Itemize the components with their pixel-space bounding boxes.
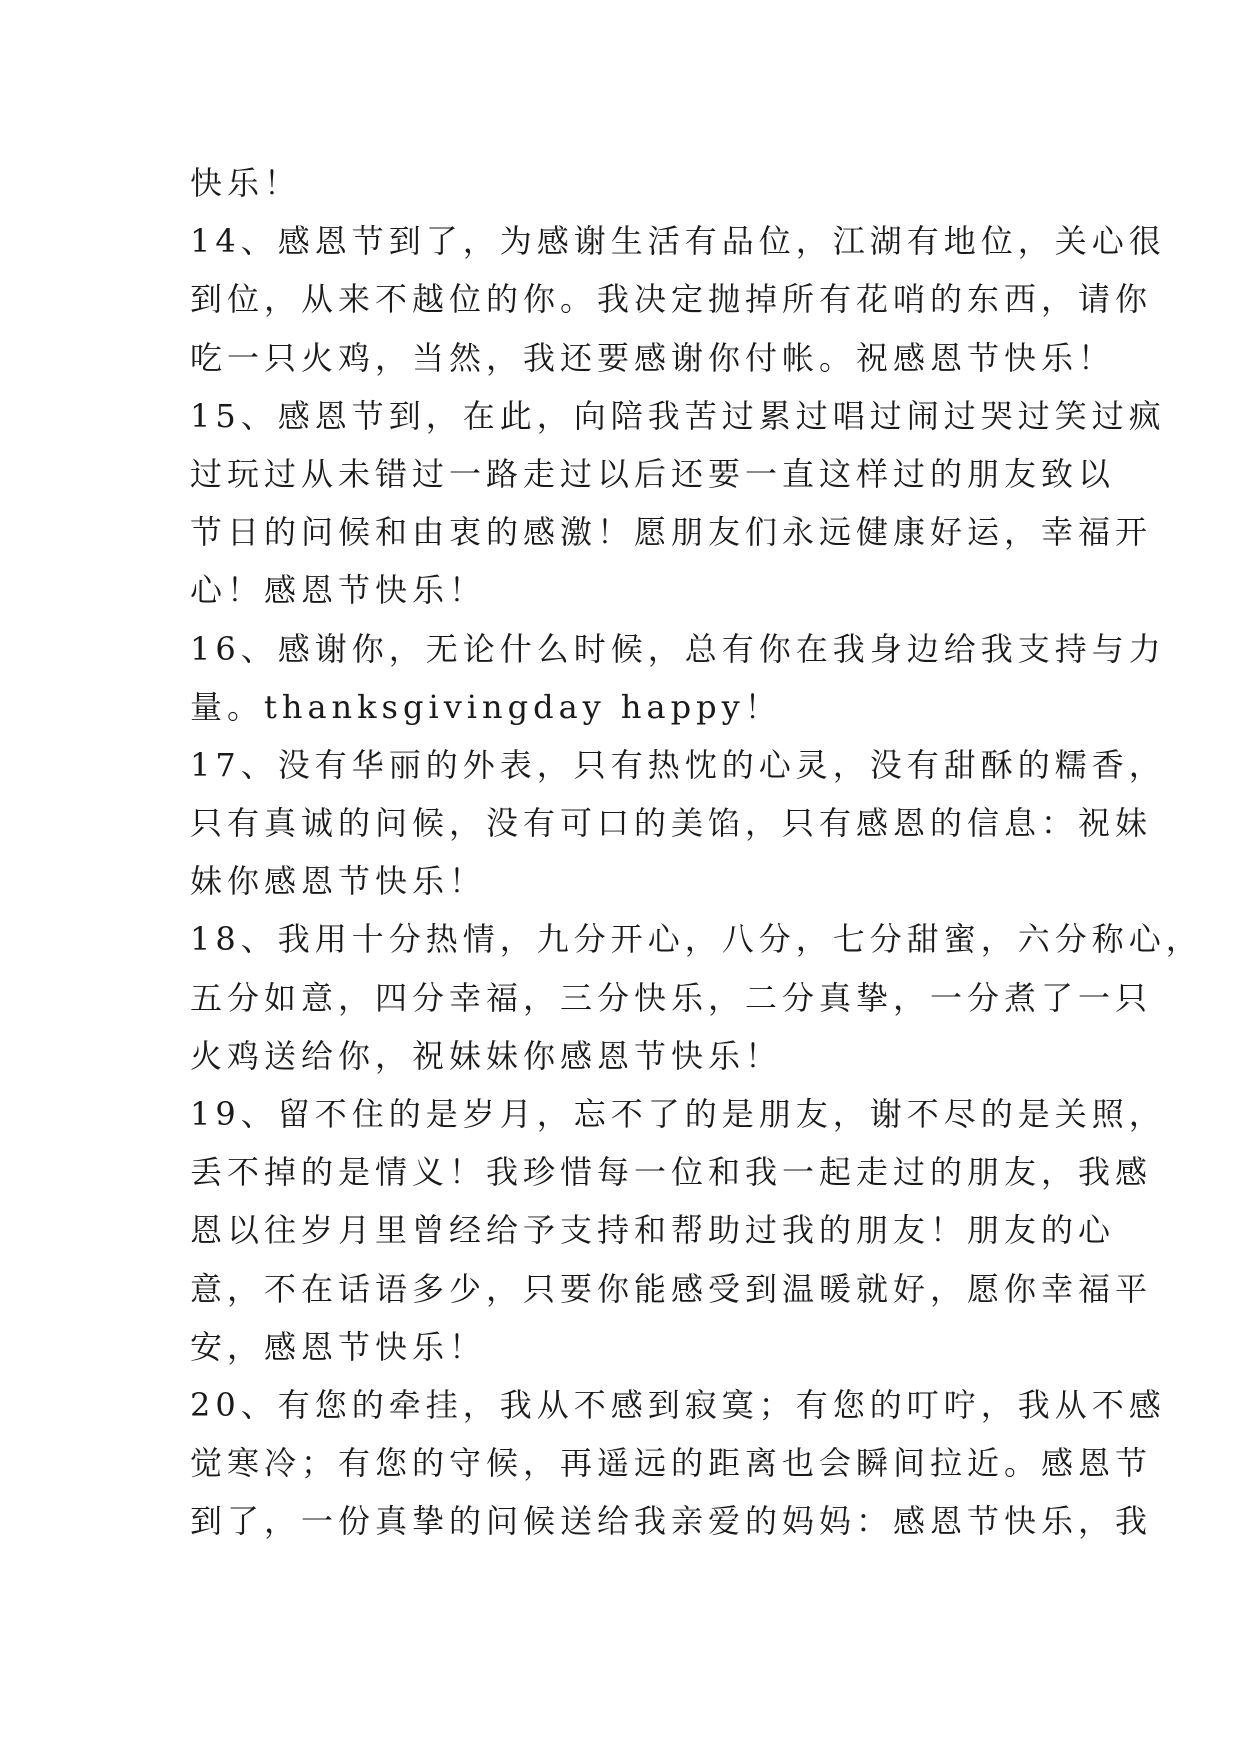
text-line: 到位，从来不越位的你。我决定抛掉所有花哨的东西，请你: [190, 280, 1153, 319]
text-line: 觉寒冷；有您的守候，再遥远的距离也会瞬间拉近。感恩节: [190, 1444, 1153, 1483]
text-line: 意，不在话语多少，只要你能感受到温暖就好，愿你幸福平: [190, 1269, 1153, 1308]
text-line: 17、没有华丽的外表，只有热忱的心灵，没有甜酥的糯香，: [190, 745, 1166, 784]
text-line: 丢不掉的是情义！我珍惜每一位和我一起走过的朋友，我感: [190, 1153, 1153, 1192]
text-line: 19、留不住的是岁月，忘不了的是朋友，谢不尽的是关照，: [190, 1095, 1166, 1133]
text-line: 20、有您的牵挂，我从不感到寂寞；有您的叮咛，我从不感: [190, 1385, 1166, 1424]
text-line: 到了，一份真挚的问候送给我亲爱的妈妈：感恩节快乐，我: [190, 1502, 1153, 1541]
text-line: 14、感恩节到了，为感谢生活有品位，江湖有地位，关心很: [190, 222, 1166, 261]
body-text: [190, 154, 1203, 1551]
text-line: 过玩过从未错过一路走过以后还要一直这样过的朋友致以: [190, 454, 1116, 493]
text-line: 量。thanksgivingday happy！: [190, 687, 782, 726]
text-line: 吃一只火鸡，当然，我还要感谢你付帐。祝感恩节快乐！: [190, 338, 1116, 377]
text-line: 节日的问候和由衷的感激！愿朋友们永远健康好运，幸福开: [190, 513, 1153, 552]
text-line: 五分如意，四分幸福，三分快乐，二分真挚，一分煮了一只: [190, 978, 1153, 1017]
text-line: 心！感恩节快乐！: [190, 571, 487, 610]
text-line: 火鸡送给你，祝妹妹你感恩节快乐！: [190, 1036, 783, 1075]
text-line: 快乐！: [190, 164, 302, 202]
text-line: 16、感谢你，无论什么时候，总有你在我身边给我支持与力: [190, 629, 1166, 668]
text-line: 安，感恩节快乐！: [190, 1327, 487, 1366]
text-line: 只有真诚的问候，没有可口的美馅，只有感恩的信息：祝妹: [190, 804, 1153, 843]
text-line: 恩以往岁月里曾经给予支持和帮助过我的朋友！朋友的心: [190, 1211, 1116, 1250]
text-line: 15、感恩节到，在此，向陪我苦过累过唱过闹过哭过笑过疯: [190, 396, 1166, 435]
text-line: 妹你感恩节快乐！: [190, 862, 487, 901]
text-line: 18、我用十分热情，九分开心，八分，七分甜蜜，六分称心，: [190, 920, 1203, 959]
